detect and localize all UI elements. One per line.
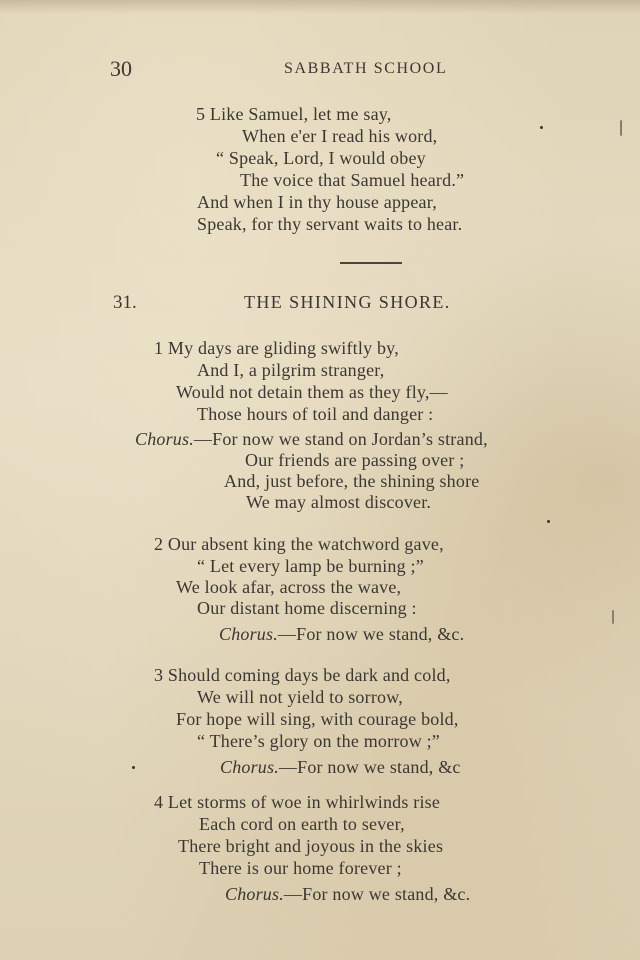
verse-4-line-1: 4 Let storms of woe in whirlwinds rise [154, 792, 441, 812]
verse-4-line-4: There is our home forever ; [199, 858, 402, 878]
verse-1-line-4: Those hours of toil and danger : [197, 404, 434, 424]
verse-5-line-3: “ Speak, Lord, I would obey [216, 148, 426, 168]
section-divider [340, 262, 402, 264]
verse-5-line-2: When e'er I read his word, [242, 126, 438, 146]
running-head: SABBATH SCHOOL [284, 60, 448, 77]
verse-2-line-1: 2 Our absent king the watchword gave, [154, 534, 444, 554]
verse-5-line-1: 5 Like Samuel, let me say, [196, 104, 392, 124]
chorus-ref-2-label: Chorus. [219, 624, 278, 644]
verse-5-line-6: Speak, for thy servant waits to hear. [197, 214, 463, 234]
chorus-ref-3-text: —For now we stand, &c [278, 757, 461, 777]
ink-speck [547, 520, 550, 523]
verse-1-line-3: Would not detain them as they fly,— [176, 382, 448, 402]
verse-1-line-2: And I, a pilgrim stranger, [197, 360, 385, 380]
verse-4-line-2: Each cord on earth to sever, [199, 814, 405, 834]
ink-speck [540, 126, 543, 129]
verse-2-line-3: We look afar, across the wave, [176, 577, 402, 597]
verse-1-line-1: 1 My days are gliding swiftly by, [154, 338, 399, 358]
ink-mark [620, 120, 622, 136]
verse-2-line-2: “ Let every lamp be burning ;” [197, 556, 424, 576]
chorus-ref-4-text: —For now we stand, &c. [283, 884, 471, 904]
chorus-line-3: And, just before, the shining shore [224, 471, 480, 491]
verse-5-line-5: And when I in thy house appear, [197, 192, 437, 212]
page-top-edge [0, 0, 640, 14]
verse-3-line-4: “ There’s glory on the morrow ;” [197, 731, 441, 751]
verse-3-line-1: 3 Should coming days be dark and cold, [154, 665, 451, 685]
ink-speck [132, 766, 135, 769]
ink-mark [612, 610, 614, 624]
chorus-line-2: Our friends are passing over ; [245, 450, 465, 470]
chorus-label: Chorus. [135, 429, 194, 449]
chorus-line-4: We may almost discover. [246, 492, 432, 512]
chorus-ref-3 [220, 756, 461, 778]
page-number: 30 [110, 56, 132, 81]
chorus-ref-3-label: Chorus. [220, 757, 279, 777]
chorus-ref-4-label: Chorus. [225, 884, 284, 904]
hymn-title: THE SHINING SHORE. [244, 292, 451, 312]
chorus-ref-2 [219, 623, 464, 645]
verse-3-line-3: For hope will sing, with courage bold, [176, 709, 459, 729]
verse-3-line-2: We will not yield to sorrow, [197, 687, 403, 707]
hymn-number: 31. [113, 292, 137, 313]
verse-2-line-4: Our distant home discerning : [197, 598, 417, 618]
verse-5-line-4: The voice that Samuel heard.” [240, 170, 465, 190]
chorus-text: —For now we stand on Jordan’s strand, [193, 429, 488, 449]
chorus-line-1 [135, 428, 488, 450]
chorus-ref-4 [225, 883, 470, 905]
verse-4-line-3: There bright and joyous in the skies [178, 836, 444, 856]
chorus-ref-2-text: —For now we stand, &c. [277, 624, 465, 644]
